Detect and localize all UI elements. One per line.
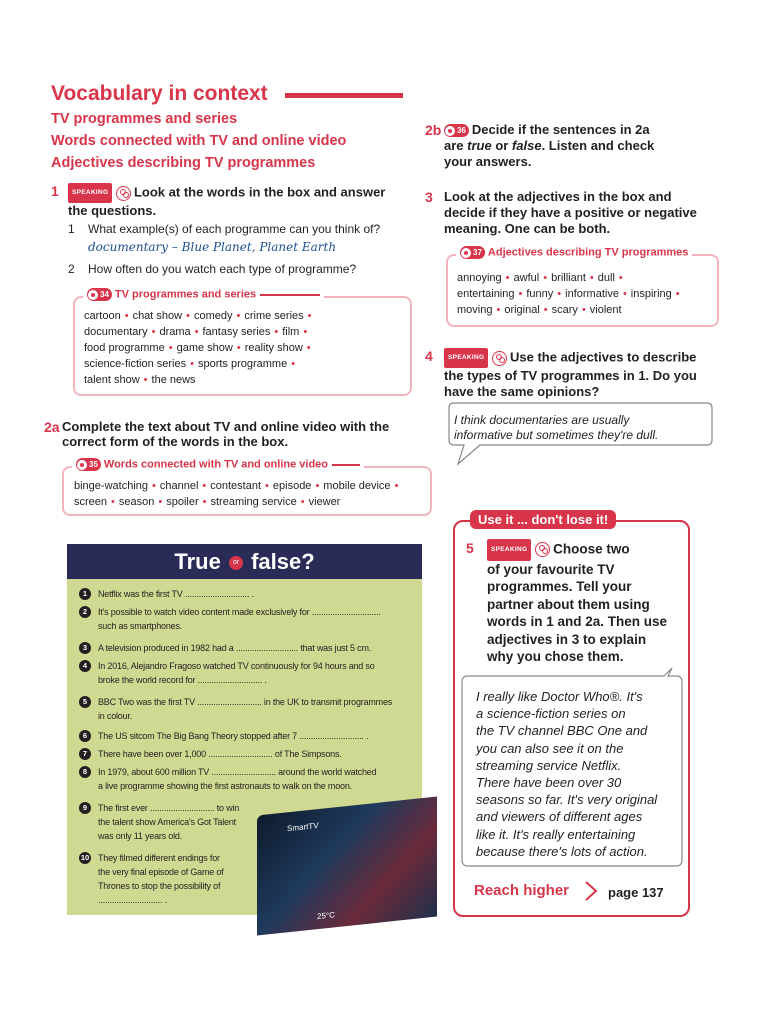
- exercise-2b-instruction: 36 Decide if the sentences in 2a are true or false. Listen and check your answers.: [444, 122, 655, 169]
- word-separator: •: [202, 480, 207, 492]
- word-separator: •: [543, 272, 548, 284]
- word-item: sports programme: [197, 358, 288, 370]
- word-item: food programme: [84, 342, 165, 354]
- word-row: [84, 308, 404, 324]
- word-row: [457, 302, 719, 318]
- word-list-tv-programmes: [84, 308, 404, 388]
- tv-brand-label: SmartTV: [287, 820, 319, 834]
- word-row: [74, 494, 430, 510]
- word-item: the news: [151, 374, 196, 386]
- exercise-2a-line-2: correct form of the words in the box.: [62, 434, 289, 449]
- word-separator: •: [543, 304, 548, 316]
- word-separator: •: [581, 304, 586, 316]
- word-separator: •: [505, 272, 510, 284]
- item-number-badge: 1: [79, 588, 91, 600]
- exercise-1-number: 1: [51, 183, 59, 199]
- word-separator: •: [300, 496, 305, 508]
- word-item: contestant: [210, 480, 262, 492]
- item-number-badge: 10: [80, 853, 90, 862]
- word-item: brilliant: [551, 272, 586, 284]
- true-false-item: [79, 695, 392, 723]
- word-item: violent: [589, 304, 622, 316]
- word-row: [457, 286, 719, 302]
- word-list-tv-online-video: [74, 478, 430, 510]
- word-box-title: Words connected with TV and online video: [103, 458, 328, 471]
- chevron-right-icon: [584, 881, 598, 901]
- word-separator: •: [236, 310, 241, 322]
- word-separator: •: [194, 326, 199, 338]
- word-box-title: TV programmes and series: [114, 288, 257, 301]
- item-number-badge: 6: [79, 730, 91, 742]
- item-text: It's possible to watch video content made exclusively for .............................. such as smartphones.: [98, 607, 381, 631]
- ex1-q2-text: How often do you watch each type of programme?: [88, 262, 357, 276]
- word-list-adjectives: [457, 270, 719, 318]
- word-item: funny: [526, 288, 554, 300]
- subtitle-adjectives: Adjectives describing TV programmes: [51, 155, 316, 171]
- word-separator: •: [518, 288, 523, 300]
- exercise-1-text-1: Look at the words in the box and answer: [133, 184, 386, 200]
- exercise-2a-number: 2a: [44, 419, 60, 435]
- word-item: documentary: [84, 326, 148, 338]
- subtitle-tv-programmes: TV programmes and series: [51, 111, 238, 127]
- word-separator: •: [158, 496, 163, 508]
- word-separator: •: [265, 480, 269, 492]
- word-item: original: [504, 304, 540, 316]
- speaking-badge: SPEAKING: [487, 539, 531, 561]
- word-item: mobile device: [323, 480, 391, 492]
- word-item: annoying: [457, 272, 502, 284]
- word-item: moving: [457, 304, 493, 316]
- word-separator: •: [152, 480, 156, 492]
- word-item: screen: [74, 496, 108, 508]
- word-item: entertaining: [457, 288, 515, 300]
- word-item: crime series: [244, 310, 304, 322]
- item-number-badge: 3: [79, 642, 91, 654]
- word-separator: •: [124, 310, 129, 322]
- word-separator: •: [236, 342, 241, 354]
- true-false-item: [79, 851, 223, 907]
- item-text: BBC Two was the first TV ............................ in the UK to transmit programmes in colour.: [98, 697, 393, 721]
- ex1-q2-number: 2: [68, 262, 75, 276]
- item-number-badge: 4: [79, 660, 91, 672]
- word-item: spoiler: [166, 496, 199, 508]
- word-item: streaming service: [210, 496, 297, 508]
- exercise-3-number: 3: [425, 189, 433, 205]
- word-separator: •: [151, 326, 156, 338]
- word-item: binge-watching: [74, 480, 148, 492]
- word-item: chat show: [132, 310, 183, 322]
- word-separator: •: [306, 342, 311, 354]
- true-false-item: [79, 801, 239, 843]
- item-text: A television produced in 1982 had a ........................... that was just 5 cm.: [98, 643, 372, 653]
- item-number-badge: 9: [79, 802, 91, 814]
- item-number-badge: 5: [79, 696, 91, 708]
- word-item: scary: [551, 304, 578, 316]
- word-separator: •: [315, 480, 320, 492]
- item-text: They filmed different endings for the very final episode of Game of Thrones to stop the possibility of ............................ .: [98, 853, 224, 905]
- word-separator: •: [675, 288, 680, 300]
- exercise-2b-number: 2b: [425, 122, 442, 138]
- speaking-badge: SPEAKING: [68, 183, 112, 203]
- word-item: reality show: [244, 342, 303, 354]
- item-text: In 1979, about 600 million TV ............................ around the world watched a live programme showing the first astronauts to walk on the moon.: [98, 767, 377, 791]
- word-row: [84, 356, 404, 372]
- word-separator: •: [557, 288, 562, 300]
- word-separator: •: [291, 358, 296, 370]
- audio-track-icon[interactable]: 36: [444, 124, 469, 137]
- item-number-badge: 8: [79, 766, 91, 778]
- item-number-badge: 7: [79, 748, 91, 760]
- word-separator: •: [190, 358, 194, 370]
- word-row: [84, 324, 404, 340]
- tv-temperature-label: 25°C: [317, 910, 335, 922]
- word-separator: •: [202, 496, 207, 508]
- word-separator: •: [622, 288, 627, 300]
- word-separator: •: [394, 480, 399, 492]
- true-false-item: [79, 605, 381, 633]
- reach-higher-link[interactable]: Reach higher: [470, 882, 573, 899]
- ex1-q1-number: 1: [68, 222, 75, 236]
- subtitle-tv-online-video: Words connected with TV and online video: [51, 133, 347, 149]
- word-item: comedy: [193, 310, 233, 322]
- word-row: [84, 340, 404, 356]
- audio-track-icon[interactable]: 35: [76, 458, 101, 471]
- heading-false: false?: [251, 549, 315, 574]
- item-text: The US sitcom The Big Bang Theory stopped after 7 ............................ .: [98, 731, 369, 741]
- true-false-item: [79, 747, 342, 761]
- heading-or: or: [229, 556, 243, 570]
- word-row: [74, 478, 430, 494]
- word-box-tv-programmes-header: [83, 288, 324, 301]
- exercise-3-instruction: Look at the adjectives in the box and decide if they have a positive or negative meaning. One can be both.: [444, 189, 697, 236]
- true-or-false-panel: [67, 544, 422, 922]
- word-item: drama: [159, 326, 191, 338]
- page-reference[interactable]: page 137: [605, 885, 667, 900]
- true-false-item: [79, 765, 376, 793]
- word-separator: •: [618, 272, 623, 284]
- item-text: There have been over 1,000 ............................ of The Simpsons.: [98, 749, 342, 759]
- item-text: In 2016, Alejandro Fragoso watched TV continuously for 94 hours and so broke the world record for ............................ .: [98, 661, 375, 685]
- word-separator: •: [143, 374, 148, 386]
- heading-true: True: [174, 549, 221, 574]
- word-separator: •: [303, 326, 308, 338]
- word-separator: •: [496, 304, 501, 316]
- pair-work-icon: [492, 351, 507, 366]
- true-false-item: [79, 729, 368, 743]
- word-item: science-fiction series: [84, 358, 187, 370]
- word-item: inspiring: [630, 288, 672, 300]
- word-box-tv-online-video-header: [72, 458, 364, 471]
- exercise-1-text-2: the questions.: [68, 203, 157, 218]
- speech-bubble-ex5-text: I really like Doctor Who®. It's a science-fiction series on the TV channel BBC One and you can also see it on the streaming service Netflix. There have been over 30 seasons so far. It's very original and viewers of different ages like it. It's really entertaining because there's lots of action.: [476, 689, 658, 859]
- word-separator: •: [589, 272, 594, 284]
- exercise-5-number: 5: [466, 540, 474, 556]
- word-separator: •: [111, 496, 115, 508]
- word-item: viewer: [308, 496, 341, 508]
- exercise-1-instruction: [68, 183, 408, 219]
- word-item: talent show: [84, 374, 140, 386]
- pair-work-icon: [116, 186, 131, 201]
- word-separator: •: [307, 310, 312, 322]
- word-separator: •: [186, 310, 190, 322]
- exercise-5-instruction: SPEAKING Choose two of your favourite TV programmes. Tell your partner about them using words in 1 and 2a. Then use adjectives in 3 to explain why you chose them.: [487, 539, 667, 666]
- speech-bubble-ex4-text: I think documentaries are usually informative but sometimes they're dull.: [454, 413, 659, 442]
- exercise-4-number: 4: [425, 348, 433, 364]
- word-separator: •: [168, 342, 173, 354]
- use-it-tab: Use it ... don't lose it!: [470, 510, 616, 529]
- page-title: Vocabulary in context: [51, 82, 268, 105]
- word-item: awful: [513, 272, 540, 284]
- true-or-false-heading: [67, 544, 422, 579]
- title-underline-bar: [285, 93, 403, 98]
- word-box-title: Adjectives describing TV programmes: [487, 246, 689, 259]
- word-item: episode: [272, 480, 312, 492]
- item-text: The first ever ............................ to win the talent show America's Got Talent was only 11 years old.: [98, 803, 240, 841]
- item-text: Netflix was the first TV ............................ .: [98, 589, 254, 599]
- true-false-item: [79, 587, 254, 601]
- smart-tv-image: [257, 797, 437, 936]
- word-item: cartoon: [84, 310, 121, 322]
- word-box-adjectives-header: [456, 246, 692, 259]
- word-item: dull: [597, 272, 615, 284]
- word-item: film: [282, 326, 300, 338]
- speaking-badge: SPEAKING: [444, 348, 488, 368]
- word-item: informative: [565, 288, 619, 300]
- true-false-item: [79, 659, 375, 687]
- word-row: [457, 270, 719, 286]
- audio-track-icon[interactable]: 34: [87, 288, 112, 301]
- word-item: fantasy series: [202, 326, 271, 338]
- word-item: channel: [159, 480, 199, 492]
- word-item: game show: [176, 342, 233, 354]
- word-separator: •: [274, 326, 279, 338]
- item-number-badge: 2: [79, 606, 91, 618]
- audio-track-icon[interactable]: 37: [460, 246, 485, 259]
- exercise-4-instruction: SPEAKING Use the adjectives to describe the types of TV programmes in 1. Do you have the same opinions?: [444, 349, 697, 399]
- exercise-2a-line-1: Complete the text about TV and online video with the: [62, 419, 390, 434]
- ex1-q1-text: What example(s) of each programme can you think of?: [88, 222, 381, 236]
- word-item: season: [118, 496, 155, 508]
- pair-work-icon: [535, 542, 550, 557]
- true-false-item: [79, 641, 371, 655]
- word-row: [84, 372, 404, 388]
- ex1-q1-example: documentary – Blue Planet, Planet Earth: [88, 240, 337, 254]
